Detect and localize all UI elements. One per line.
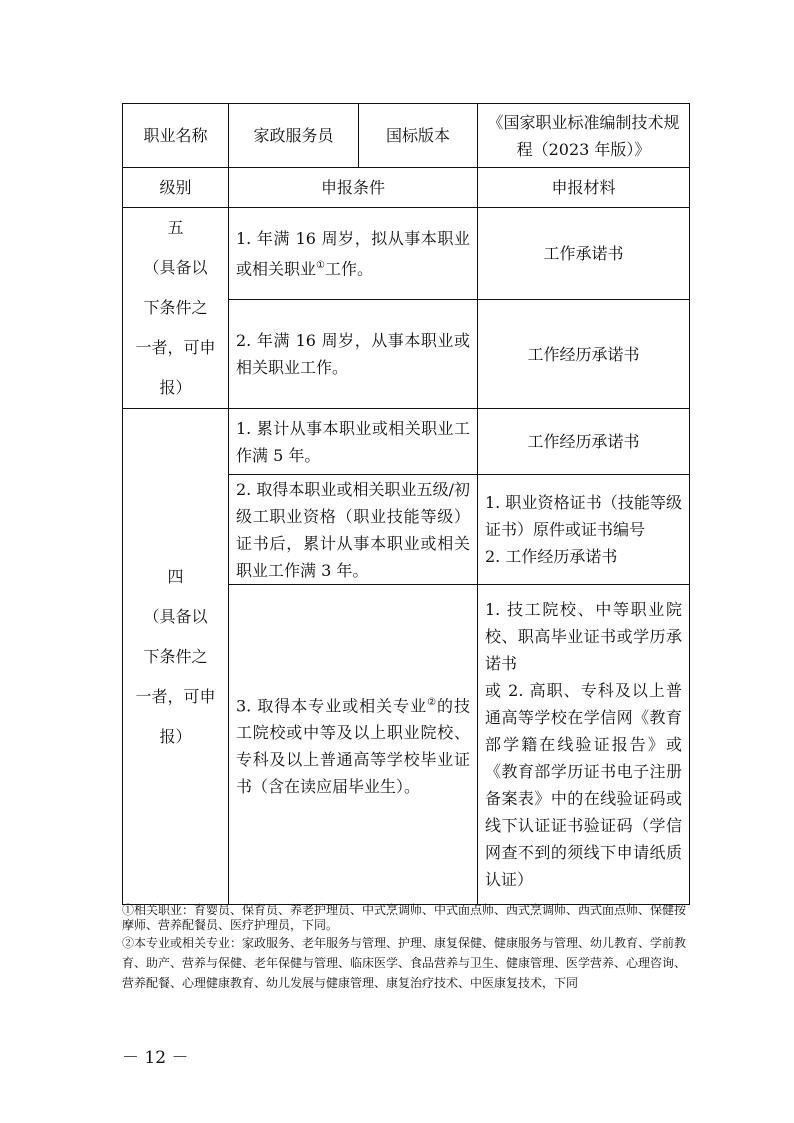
condition-text: 1. 累计从事本职业或相关职业工作满 5 年。 <box>229 409 478 475</box>
footnotes <box>122 903 689 993</box>
material-text: 1. 职业资格证书（技能等级证书）原件或证书编号 2. 工作经历承诺书 <box>478 475 690 585</box>
column-header-row <box>123 168 690 208</box>
col-materials: 申报材料 <box>478 168 690 208</box>
header-row <box>123 104 690 168</box>
material-text: 1. 技工院校、中等职业院校、职高毕业证书或学历承诺书 或 2. 高职、专科及以上普通高等学校在学信网《教育部学籍在线验证报告》或《教育部学历证书电子注册备案表》中的在线验证码或线下认证证书验证码（学信网查不到的须线下申请纸质认证） <box>478 585 690 905</box>
material-text: 工作承诺书 <box>478 208 690 300</box>
table-row <box>123 409 690 475</box>
material-text: 工作经历承诺书 <box>478 300 690 409</box>
label-occupation: 职业名称 <box>123 104 229 168</box>
condition-text: 2. 取得本职业或相关职业五级/初级工职业资格（职业技能等级）证书后，累计从事本职业或相关职业工作满 3 年。 <box>229 475 478 585</box>
material-text: 工作经历承诺书 <box>478 409 690 475</box>
version-value: 《国家职业标准编制技术规程（2023 年版）》 <box>478 104 690 168</box>
page-number: － 12 － <box>122 1048 189 1068</box>
col-conditions: 申报条件 <box>229 168 478 208</box>
level-five-cell: 五 （具备以 下条件之 一者，可申 报） <box>123 208 229 409</box>
footnote-1: ①相关职业：育婴员、保育员、养老护理员、中式烹调师、中式面点师、西式烹调师、西式面点师、保健按摩师、营养配餐员、医疗护理员，下同。 <box>122 903 687 932</box>
table-row <box>123 208 690 300</box>
label-version: 国标版本 <box>359 104 478 168</box>
footnote-2: ②本专业或相关专业：家政服务、老年服务与管理、护理、康复保健、健康服务与管理、幼儿教育、学前教育、助产、营养与保健、老年保健与管理、临床医学、食品营养与卫生、健康管理、医学营养、心理咨询、营养配餐、心理健康教育、幼儿发展与健康管理、康复治疗技术、中医康复技术，下同 <box>122 936 687 990</box>
occupation-name: 家政服务员 <box>229 104 359 168</box>
qualification-table <box>122 103 690 905</box>
col-level: 级别 <box>123 168 229 208</box>
condition-text: 1. 年满 16 周岁，拟从事本职业或相关职业①工作。 <box>229 208 478 300</box>
condition-text: 2. 年满 16 周岁，从事本职业或相关职业工作。 <box>229 300 478 409</box>
level-four-cell: 四 （具备以 下条件之 一者，可申 报） <box>123 409 229 905</box>
condition-text: 3. 取得本专业或相关专业②的技工院校或中等及以上职业院校、专科及以上普通高等学校毕业证书（含在读应届毕业生）。 <box>229 585 478 905</box>
